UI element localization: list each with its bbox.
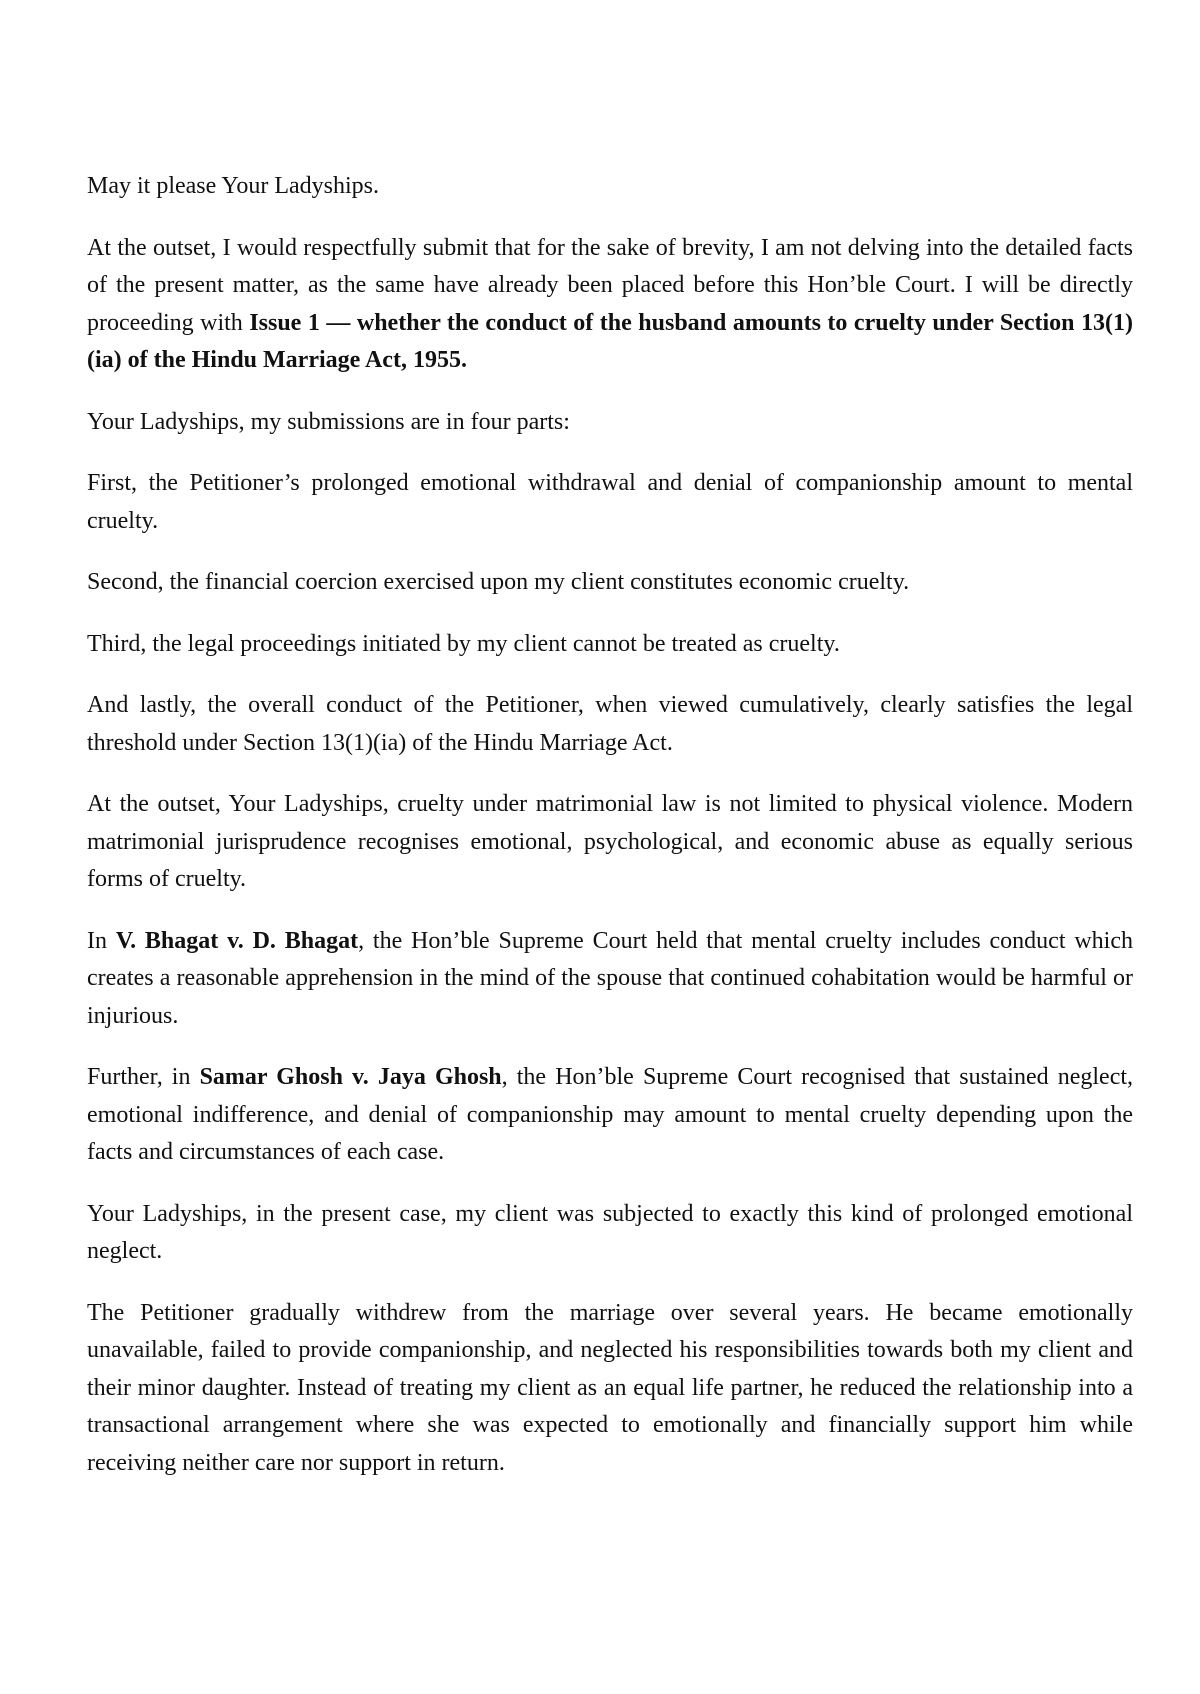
submission-first-text: First, the Petitioner’s prolonged emotional withdrawal and denial of companionship amount to mental cruelty. <box>87 470 1133 534</box>
salutation-paragraph <box>87 168 1133 206</box>
bhagat-case-paragraph <box>87 923 1133 1036</box>
bhagat-holding-text: , the Hon’ble Supreme Court held that mental cruelty includes conduct which creates a reasonable apprehension in the mind of the spouse that continued cohabitation would be harmful or injurious. <box>87 927 1133 1029</box>
submission-third-text: Third, the legal proceedings initiated by my client cannot be treated as cruelty. <box>87 630 840 657</box>
ghosh-case-paragraph <box>87 1059 1133 1172</box>
present-case-paragraph <box>87 1196 1133 1271</box>
submission-last-paragraph <box>87 687 1133 762</box>
bhagat-intro-text: In <box>87 927 116 954</box>
bhagat-case-name: V. Bhagat v. D. Bhagat <box>115 927 359 954</box>
submission-last-text: And lastly, the overall conduct of the Petitioner, when viewed cumulatively, clearly satisfies the legal threshold under Section 13(1)(ia) of the Hindu Marriage Act. <box>87 692 1133 756</box>
submission-second-paragraph <box>87 564 1133 602</box>
submission-first-paragraph <box>87 465 1133 540</box>
issue-statement: Issue 1 — whether the conduct of the husband amounts to cruelty under Section 13(1)(ia) of the Hindu Marriage Act, 1955. <box>87 309 1133 373</box>
document-body <box>87 168 1133 1506</box>
intro-paragraph <box>87 230 1133 380</box>
cruelty-definition-paragraph <box>87 786 1133 899</box>
ghosh-intro-text: Further, in <box>87 1064 200 1090</box>
petitioner-conduct-text: The Petitioner gradually withdrew from the marriage over several years. He became emotionally unavailable, failed to provide companionship, and neglected his responsibilities towards both my client and their minor daughter. Instead of treating my client as an equal life partner, he reduced the relationship into a transactional arrangement where she was expected to emotionally and financially support him while receiving neither care nor support in return. <box>87 1299 1133 1476</box>
ghosh-holding-text: , the Hon’ble Supreme Court recognised that sustained neglect, emotional indifference, and denial of companionship may amount to mental cruelty depending upon the facts and circumstances of each case. <box>87 1064 1134 1165</box>
present-case-text: Your Ladyships, in the present case, my client was subjected to exactly this kind of prolonged emotional neglect. <box>87 1200 1133 1264</box>
submissions-overview-text: Your Ladyships, my submissions are in four parts: <box>87 408 570 435</box>
ghosh-case-name: Samar Ghosh v. Jaya Ghosh <box>199 1064 502 1090</box>
submission-third-paragraph <box>87 626 1133 664</box>
submission-second-text: Second, the financial coercion exercised upon my client constitutes economic cruelty. <box>87 569 910 595</box>
petitioner-conduct-paragraph <box>87 1295 1133 1483</box>
salutation-text: May it please Your Ladyships. <box>87 173 379 199</box>
cruelty-definition-text: At the outset, Your Ladyships, cruelty under matrimonial law is not limited to physical violence. Modern matrimonial jurisprudence recognises emotional, psychological, and economic abuse as equally serious forms of cruelty. <box>87 791 1133 892</box>
submissions-overview-paragraph <box>87 404 1133 442</box>
intro-text: At the outset, I would respectfully submit that for the sake of brevity, I am not delving into the detailed facts of the present matter, as the same have already been placed before this Hon’ble Court. I will be directly proceeding with <box>87 234 1133 336</box>
